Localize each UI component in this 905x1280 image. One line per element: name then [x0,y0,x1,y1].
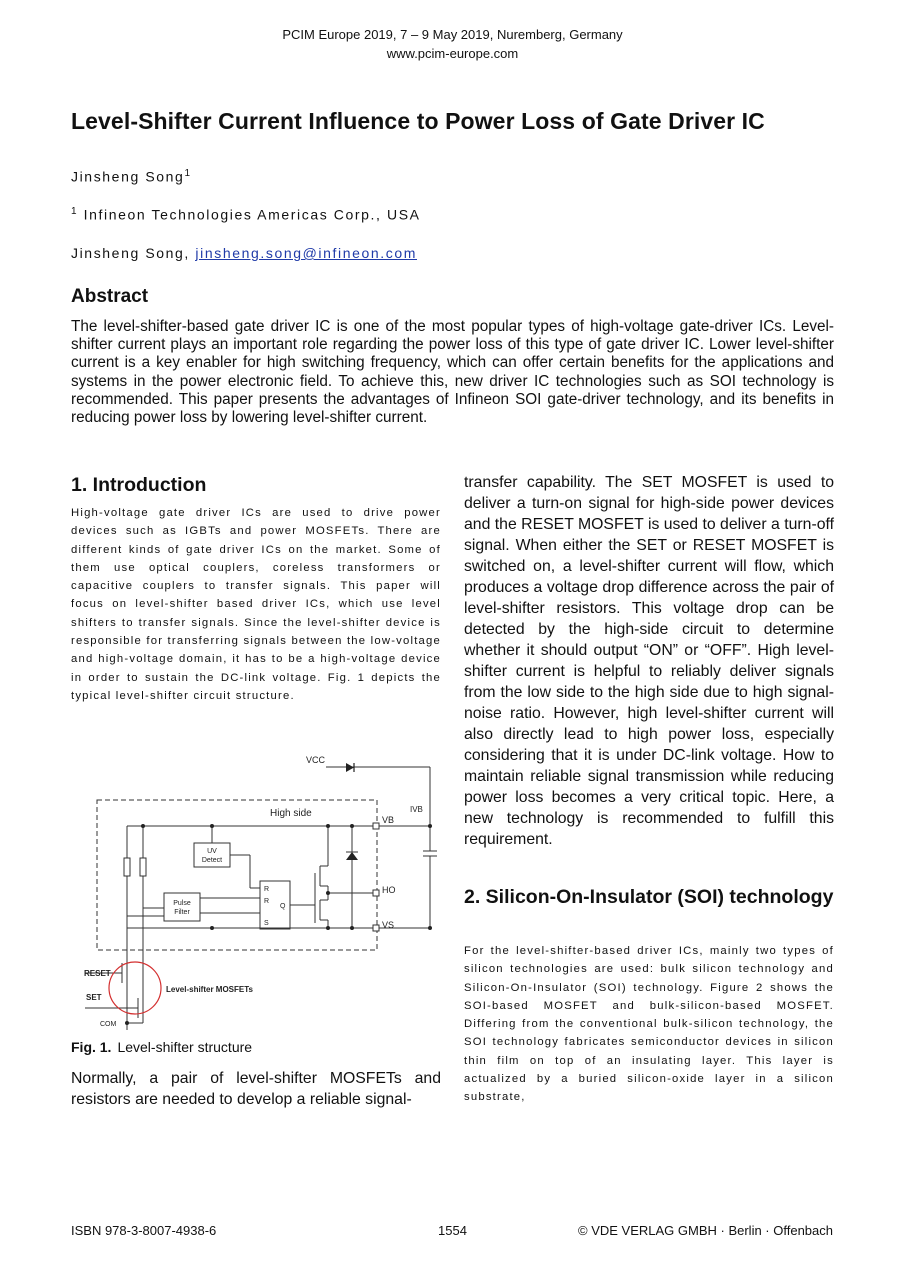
level-shifter-mosfets-label: Level-shifter MOSFETs [166,985,253,994]
footer-page-number: 1554 [438,1223,467,1238]
latch-q-label: Q [280,903,286,910]
ho-label: HO [382,885,396,895]
reset-label: RESET [84,969,111,978]
figure-caption [71,1039,252,1055]
footer-isbn: ISBN 978-3-8007-4938-6 [71,1223,217,1238]
figure-caption-text: Level-shifter structure [117,1039,253,1055]
level-shifter-circuit-figure [80,748,440,1033]
latch-r2-label: R [264,898,270,905]
filter-label: Filter [174,909,190,916]
email-link[interactable]: jinsheng.song@infineon.com [195,245,418,261]
high-side-label: High side [270,808,312,819]
contact-line [71,245,417,261]
vs-label: VS [382,920,395,930]
author-superscript: 1 [184,168,192,179]
pulse-label: Pulse [173,900,191,907]
soi-heading: 2. Silicon-On-Insulator (SOI) technology [464,886,834,908]
uv-label: UV [207,848,217,855]
latch-r1-label: R [264,886,270,893]
author-line [71,168,192,185]
introduction-paragraph-2-continued: transfer capability. The SET MOSFET is used to deliver a turn-on signal for high-side power devices and the RESET MOSFET is used to deliver a turn-off signal. When either the SET or RESET MOSFET is switched on, a level-shifter current will flow, which produces a voltage drop difference across the pair of level-shifter resistors. This voltage drop can be detected by the high-side circuit to determine whether it should output “ON” or “OFF”. High level-shifter current is helpful to reliably deliver signals from the low side to the high side due to high signal-noise ratio. However, high level-shifter current will also directly lead to high power loss, especially considering that it is under DC-link voltage. How to maintain reliable signal transmission while reducing power loss becomes a very critical topic. Here, a new technology is recommended to fulfill this requirement. [464,474,834,848]
conference-website[interactable]: www.pcim-europe.com [386,46,519,61]
figure-label: Fig. 1. [71,1039,112,1055]
latch-s-label: S [264,920,269,927]
contact-name: Jinsheng Song, [71,245,190,261]
affiliation: Infineon Technologies Americas Corp., USA [83,206,421,223]
introduction-paragraph-2: Normally, a pair of level-shifter MOSFETs and resistors are needed to develop a reliable signal- [71,1070,441,1108]
footer-publisher: © VDE VERLAG GMBH · Berlin · Offenbach [578,1223,833,1238]
vb-label: VB [382,815,395,825]
paper-title: Level-Shifter Current Influence to Power Loss of Gate Driver IC [71,108,765,134]
abstract-text: The level-shifter-based gate driver IC is one of the most popular types of high-voltage gate-driver ICs. Level-shifter current plays an important role regarding the power loss of this type of gate driver IC. Lower level-shifter current is a key enabler for high switching frequency, which can offer certain benefits for the applications and systems in the power electronic field. To achieve this, new driver IC technologies such as SOI technology is recommended. This paper presents the advantages of Infineon SOI gate-driver technology, and its benefits in reducing power loss by lowering level-shifter current. [71,318,834,427]
soi-paragraph: For the level-shifter-based driver ICs, mainly two types of silicon technologies are used: bulk silicon technology and Silicon-On-Insulator (SOI) technology. Figure 2 shows the SOI-based MOSFET and bulk-silicon-based MOSFET. Differing from the conventional bulk-silicon technology, the SOI technology fabricates semiconductor devices in silicon thin film on top of an insulating layer. This layer is actualized by a buried silicon-oxide layer in a silicon substrate, [464,945,834,1104]
affiliation-line [71,206,421,223]
ivb-label: IVB [410,805,423,814]
affiliation-superscript: 1 [71,206,79,217]
abstract-heading: Abstract [71,286,149,307]
conference-header: PCIM Europe 2019, 7 – 9 May 2019, Nuremberg, Germany [282,27,623,42]
introduction-paragraph: High-voltage gate driver ICs are used to drive power devices such as IGBTs and power MOSFETs. There are different kinds of gate driver ICs on the market. Some of them use optical couplers, coreless transformers or capacitive couplers to transfer signals. This paper will focus on level-shifter based driver ICs, which use level shifters to transfer signals. Since the level-shifter device is responsible for transferring signals between the low-voltage and high-voltage domain, it has to be a high-voltage device in order to sustain the DC-link voltage. Fig. 1 depicts the typical level-shifter circuit structure. [71,507,441,702]
introduction-heading: 1. Introduction [71,474,207,496]
set-label: SET [86,993,102,1002]
vcc-label: VCC [306,755,326,765]
author-name: Jinsheng Song [71,168,185,185]
uv-detect-label: Detect [201,857,223,864]
com-label: COM [100,1021,117,1028]
